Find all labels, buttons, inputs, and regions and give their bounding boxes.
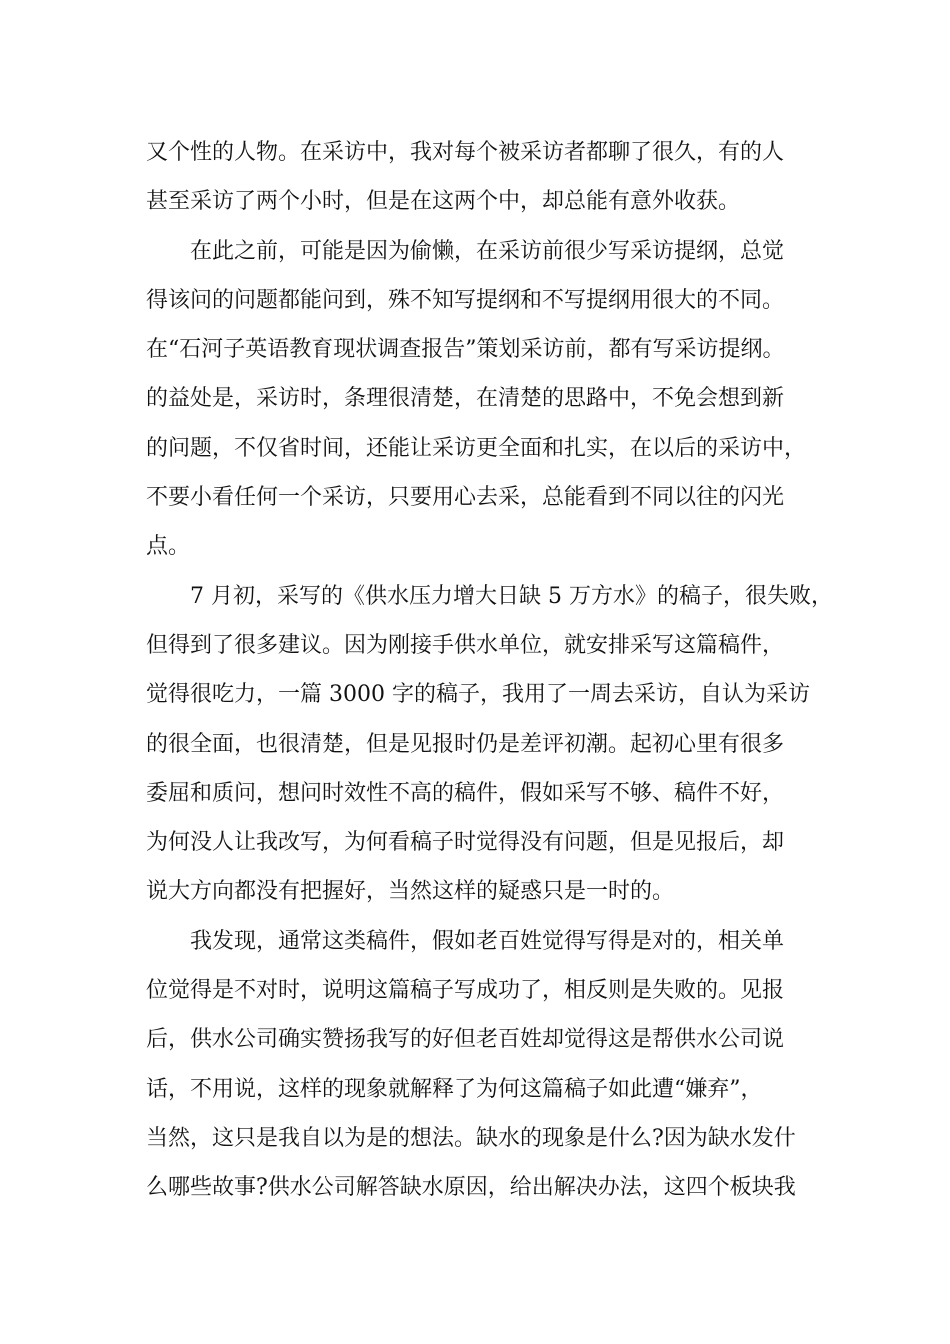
text-line: 当然，这只是我自以为是的想法。缺水的现象是什么?因为缺水发什: [146, 1125, 796, 1151]
text-line: 委屈和质问，想问时效性不高的稿件，假如采写不够、稿件不好，: [146, 780, 785, 806]
text-line: 的益处是，采访时，条理很清楚，在清楚的思路中，不免会想到新: [146, 386, 785, 412]
text-line: 为何没人让我改写，为何看稿子时觉得没有问题，但是见报后，却: [146, 830, 785, 856]
text-line: 觉得很吃力，一篇 3000 字的稿子，我用了一周去采访，自认为采访: [146, 682, 810, 708]
text-line: 但得到了很多建议。因为刚接手供水单位，就安排采写这篇稿件，: [146, 632, 785, 658]
text-line: 位觉得是不对时，说明这篇稿子写成功了，相反则是失败的。见报: [146, 978, 785, 1004]
text-line: 又个性的人物。在采访中，我对每个被采访者都聊了很久，有的人: [146, 140, 785, 165]
body-text: [146, 133, 846, 1218]
text-line: 后，供水公司确实赞扬我写的好但老百姓却觉得这是帮供水公司说: [146, 1027, 785, 1053]
paragraph-first-line: 我发现，通常这类稿件，假如老百姓觉得写得是对的，相关单: [190, 928, 785, 954]
text-line: 点。: [146, 534, 191, 560]
text-line: 得该问的问题都能问到，殊不知写提纲和不写提纲用很大的不同。: [146, 287, 785, 313]
text-line: 说大方向都没有把握好，当然这样的疑惑只是一时的。: [146, 879, 675, 905]
text-line: 不要小看任何一个采访，只要用心去采，总能看到不同以往的闪光: [146, 485, 785, 511]
paragraph-first-line: 7 月初，采写的《供水压力增大日缺 5 万方水》的稿子，很失败，: [190, 583, 833, 609]
text-line: 么哪些故事?供水公司解答缺水原因，给出解决办法，这四个板块我: [146, 1175, 796, 1201]
text-line: 甚至采访了两个小时，但是在这两个中，却总能有意外收获。: [146, 189, 741, 215]
text-line: 的很全面，也很清楚，但是见报时仍是差评初潮。起初心里有很多: [146, 731, 785, 757]
paragraph-first-line: 在此之前，可能是因为偷懒，在采访前很少写采访提纲，总觉: [190, 238, 785, 264]
text-line: 在“石河子英语教育现状调查报告”策划采访前，都有写采访提纲。: [146, 337, 785, 363]
text-line: 的问题，不仅省时间，还能让采访更全面和扎实，在以后的采访中，: [146, 435, 807, 461]
text-line: 话，不用说，这样的现象就解释了为何这篇稿子如此遭“嫌弃”，: [146, 1076, 763, 1102]
